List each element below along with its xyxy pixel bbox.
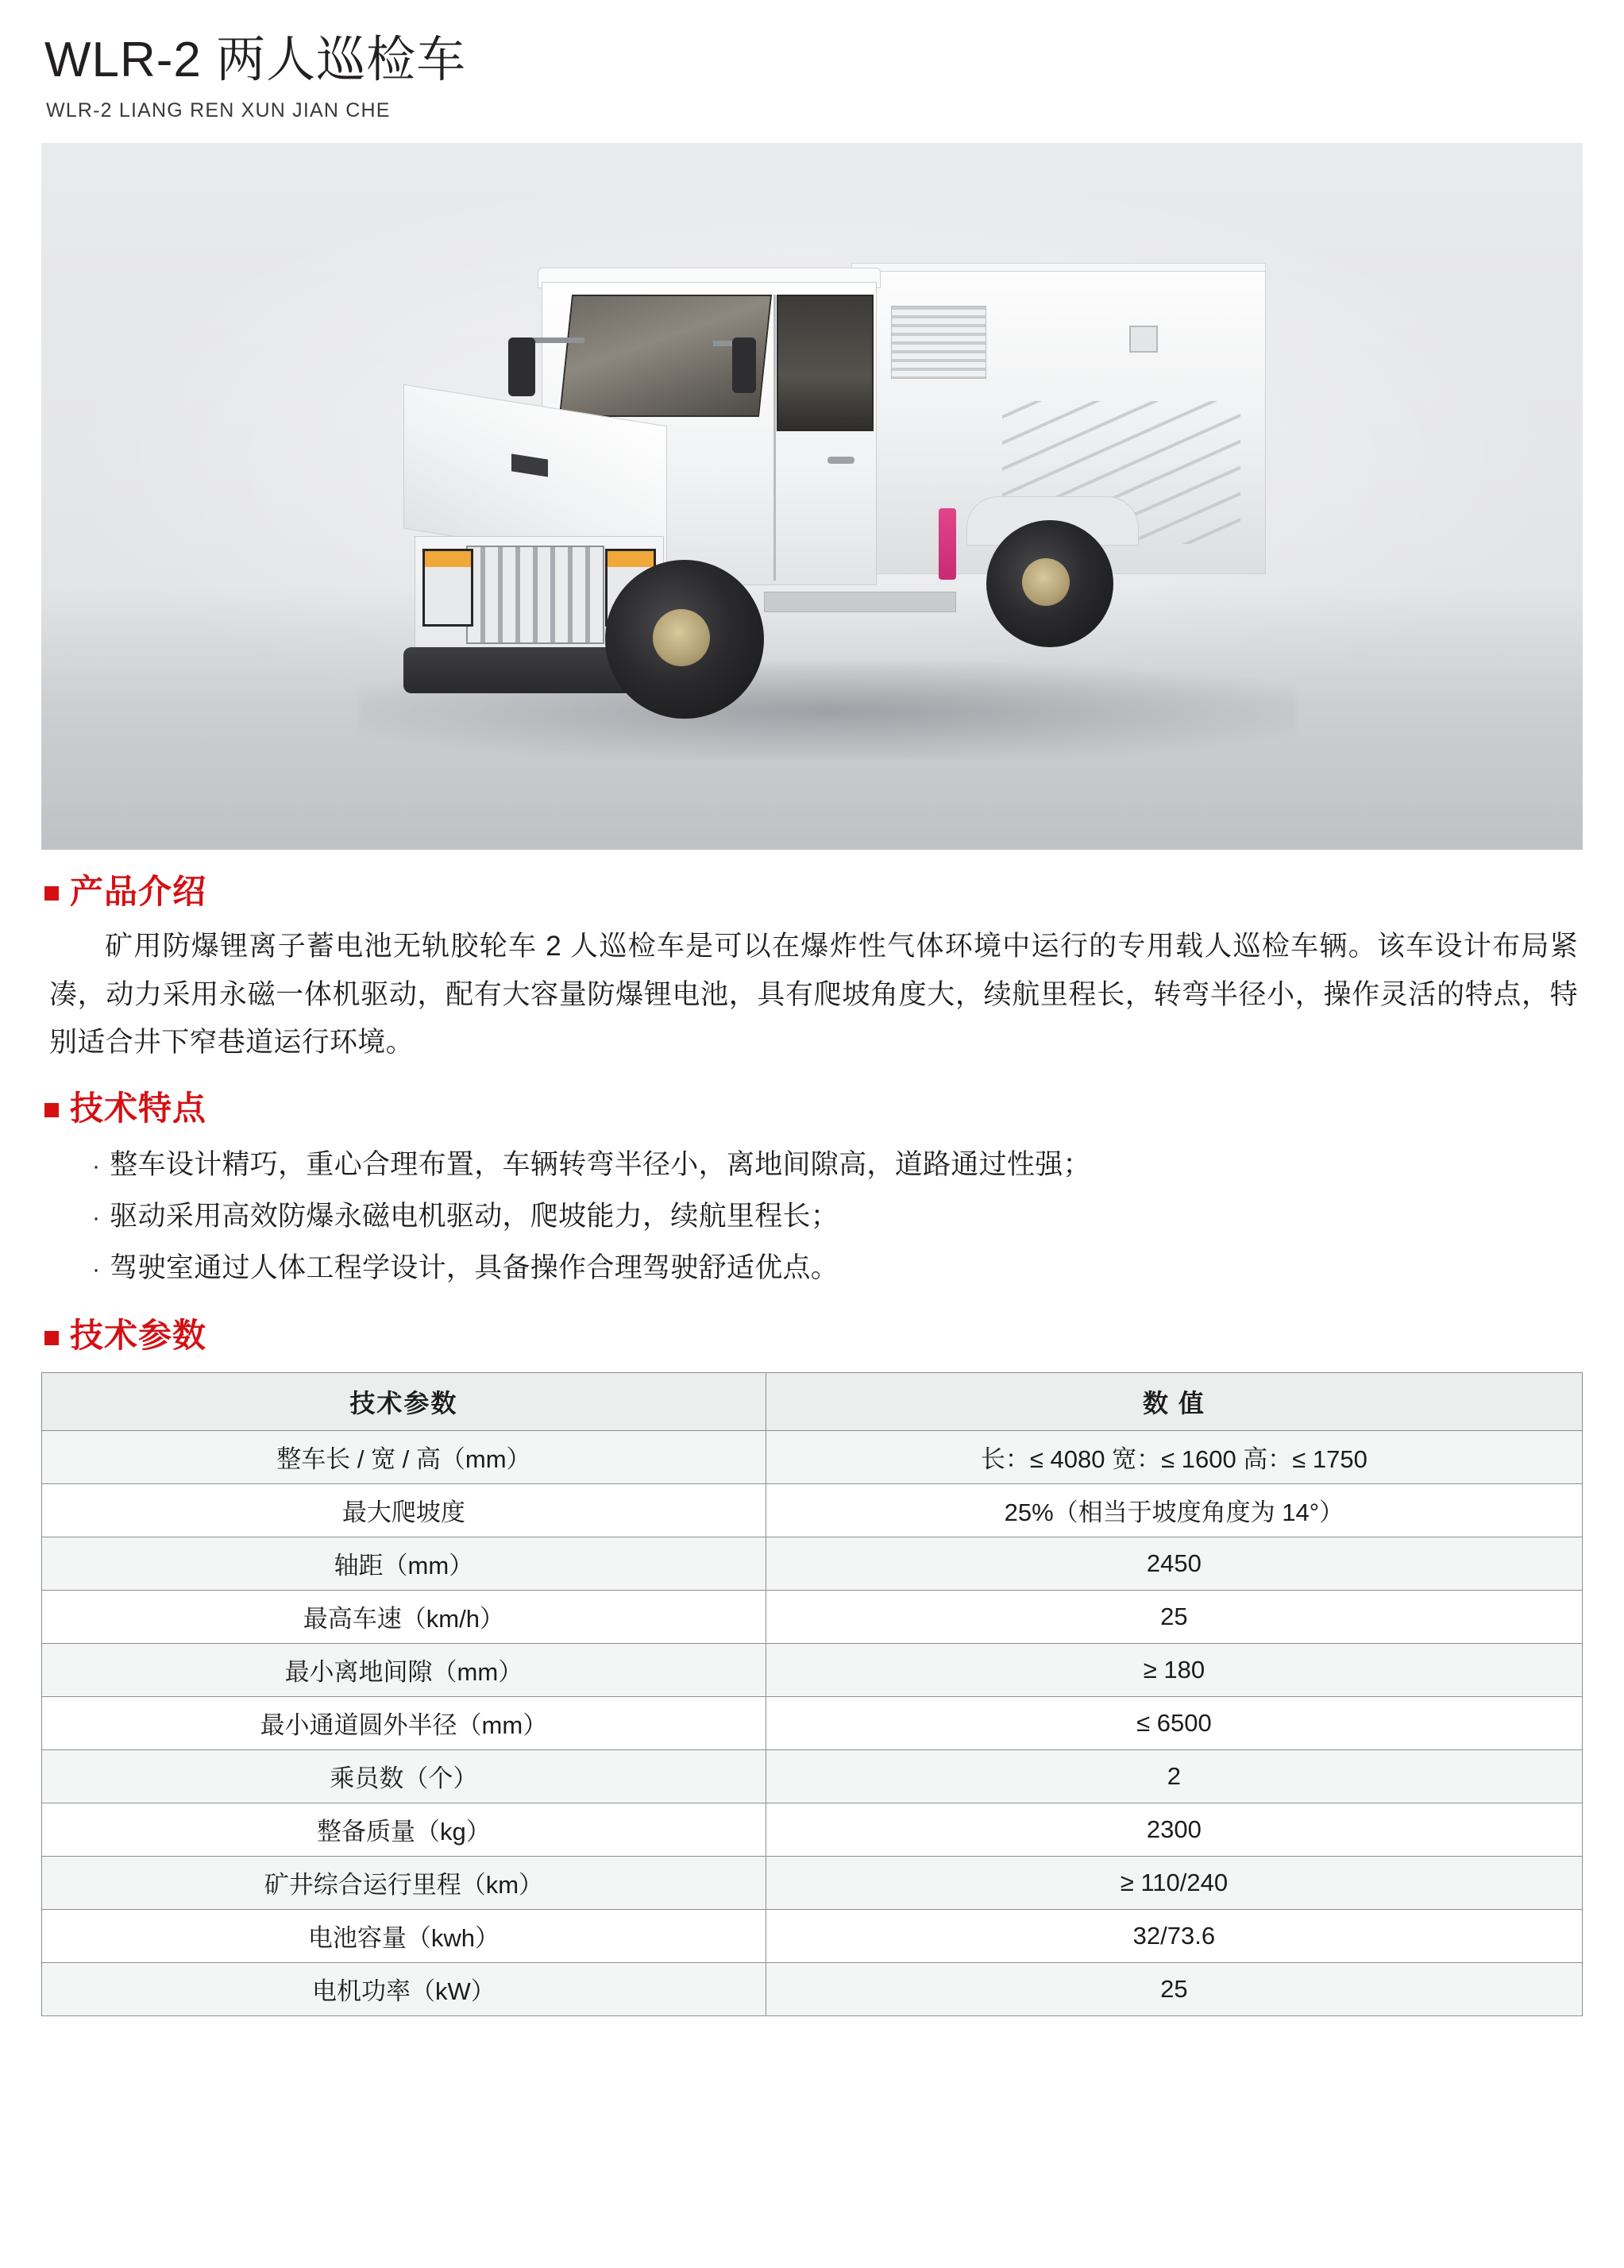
spec-value: 长：≤ 4080 宽：≤ 1600 高：≤ 1750 — [766, 1430, 1582, 1483]
feature-text: 整车设计精巧，重心合理布置，车辆转弯半径小，离地间隙高，道路通过性强； — [110, 1149, 1091, 1181]
vehicle-door-seam — [773, 295, 776, 580]
vehicle-right-mirror — [732, 338, 756, 393]
spec-name: 轴距（mm） — [42, 1537, 766, 1590]
vehicle-vent-grille — [891, 306, 986, 379]
intro-paragraph: 矿用防爆锂离子蓄电池无轨胶轮车 2 人巡检车是可以在爆炸性气体环境中运行的专用载人巡检车辆。该车设计布局紧凑，动力采用永磁一体机驱动，配有大容量防爆锂电池，具有爬坡角度大，续航里程长，转弯半径小，操作灵活的特点，特别适合井下窄巷道运行环境。 — [49, 931, 1578, 1058]
table-row — [42, 1696, 1583, 1749]
table-row — [42, 1590, 1583, 1643]
spec-table-head — [42, 1372, 1583, 1430]
vehicle-side-window — [777, 295, 874, 431]
section-heading-features — [44, 1090, 1583, 1127]
section-technical-features — [41, 1090, 1583, 1294]
spec-value: 2 — [766, 1749, 1582, 1803]
spec-name: 电机功率（kW） — [42, 1962, 766, 2015]
table-row — [42, 1749, 1583, 1803]
spec-name: 最高车速（km/h） — [42, 1590, 766, 1643]
table-row — [42, 1856, 1583, 1909]
vehicle-door-handle — [827, 457, 854, 464]
vehicle-rear-access-panel — [1129, 326, 1158, 353]
dot-bullet-icon: · — [92, 1153, 101, 1180]
feature-text: 驱动采用高效防爆永磁电机驱动，爬坡能力，续航里程长； — [110, 1200, 839, 1232]
product-hero-image — [41, 143, 1583, 850]
spec-value: 25%（相当于坡度角度为 14°） — [766, 1483, 1582, 1537]
vehicle-fire-extinguisher — [939, 508, 956, 580]
page-title: WLR-2 两人巡检车 — [44, 33, 467, 87]
spec-name: 整车长 / 宽 / 高（mm） — [42, 1430, 766, 1483]
list-item — [92, 1191, 1583, 1243]
square-bullet-icon — [44, 1331, 59, 1345]
spec-value: 2450 — [766, 1537, 1582, 1590]
column-header-parameter: 技术参数 — [42, 1372, 766, 1430]
spec-name: 乘员数（个） — [42, 1749, 766, 1803]
vehicle-rear-hub — [1022, 558, 1070, 606]
feature-list — [92, 1140, 1583, 1294]
vehicle-illustration — [303, 218, 1360, 774]
table-row — [42, 1643, 1583, 1696]
section-product-intro — [41, 874, 1583, 1066]
table-row — [42, 1430, 1583, 1483]
section-title-intro: 产品介绍 — [70, 873, 207, 911]
vehicle-grille-bars — [466, 546, 604, 644]
spec-name: 矿井综合运行里程（km） — [42, 1856, 766, 1909]
square-bullet-icon — [44, 886, 59, 901]
page-subtitle: WLR-2 LIANG REN XUN JIAN CHE — [46, 99, 391, 122]
section-heading-specs — [44, 1317, 1583, 1354]
title-block — [41, 32, 1583, 122]
vehicle-left-headlight — [422, 549, 473, 627]
dot-bullet-icon: · — [92, 1204, 101, 1231]
table-row — [42, 1909, 1583, 1962]
table-row — [42, 1483, 1583, 1537]
spec-name: 整备质量（kg） — [42, 1803, 766, 1856]
spec-name: 电池容量（kwh） — [42, 1909, 766, 1962]
section-title-specs: 技术参数 — [70, 1317, 207, 1355]
spec-value: ≤ 6500 — [766, 1696, 1582, 1749]
section-heading-intro — [44, 874, 1583, 910]
vehicle-front-hub — [653, 609, 710, 666]
dot-bullet-icon: · — [92, 1256, 101, 1282]
spec-name: 最小离地间隙（mm） — [42, 1643, 766, 1696]
spec-name: 最小通道圆外半径（mm） — [42, 1696, 766, 1749]
spec-value: ≥ 110/240 — [766, 1856, 1582, 1909]
table-header-row — [42, 1372, 1583, 1430]
vehicle-side-step — [764, 592, 956, 612]
square-bullet-icon — [44, 1103, 59, 1117]
spec-table-body — [42, 1430, 1583, 2015]
spec-value: 25 — [766, 1590, 1582, 1643]
spec-table-wrapper — [41, 1372, 1583, 2016]
column-header-value: 数 值 — [766, 1372, 1582, 1430]
vehicle-left-mirror-arm — [530, 338, 584, 343]
list-item — [92, 1243, 1583, 1294]
table-row — [42, 1962, 1583, 2015]
section-technical-parameters — [41, 1317, 1583, 2015]
spec-name: 最大爬坡度 — [42, 1483, 766, 1537]
vehicle-left-mirror — [508, 338, 535, 396]
spec-value: ≥ 180 — [766, 1643, 1582, 1696]
table-row — [42, 1803, 1583, 1856]
spec-value: 2300 — [766, 1803, 1582, 1856]
spec-table — [41, 1372, 1583, 2016]
spec-value: 25 — [766, 1962, 1582, 2015]
section-title-features: 技术特点 — [70, 1090, 207, 1128]
feature-text: 驾驶室通过人体工程学设计，具备操作合理驾驶舒适优点。 — [110, 1252, 839, 1283]
table-row — [42, 1537, 1583, 1590]
list-item — [92, 1140, 1583, 1191]
spec-value: 32/73.6 — [766, 1909, 1582, 1962]
